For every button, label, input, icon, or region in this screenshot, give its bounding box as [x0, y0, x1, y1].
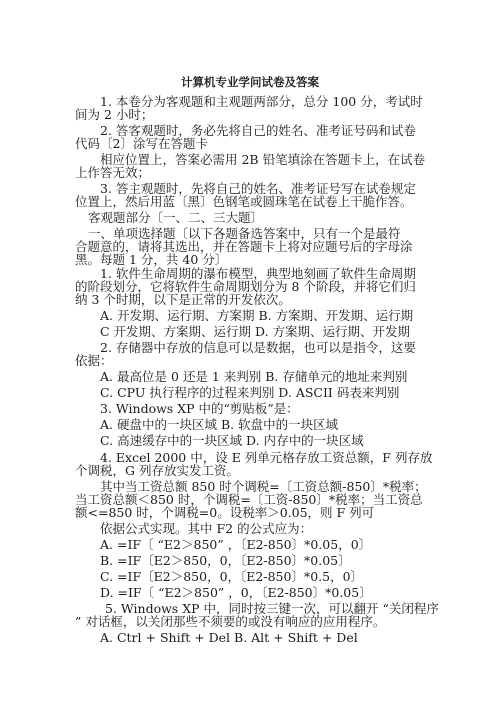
section-heading: 客观题部分〔一、二、三大题〕 — [88, 210, 264, 225]
question-4-line-5: 额<=850 时，个调税=0。设税率＞0.05，则 F 列可 — [75, 505, 375, 520]
section-intro-line-1: 一、单项选择题〔以下各题备选答案中，只有一个是最符 — [88, 226, 401, 241]
question-4-option-c: C. =IF〔E2＞850，0，〔E2-850〕*0.5，0〕 — [100, 569, 364, 584]
instruction-3-line-2: 位置上，然后用蓝〔黑〕色钢笔或圆珠笔在试卷上干脆作答。 — [75, 194, 413, 209]
question-4-line-2: 个调税，G 列存放实发工资。 — [75, 463, 239, 478]
document-title: 计算机专业学问试卷及答案 — [181, 75, 319, 89]
question-1-options-ab: A. 开发期、运行期、方案期 B. 方案期、开发期、运行期 — [100, 308, 414, 323]
question-2-options-ab: A. 最高位是 0 还是 1 来判别 B. 存储单元的地址来判别 — [100, 369, 408, 384]
instruction-1-line-2: 间为 2 小时； — [75, 107, 154, 122]
section-intro-line-3: 黑。每题 1 分，共 40 分〕 — [75, 252, 228, 267]
question-3-stem: 3. Windows XP 中的“剪贴板”是： — [100, 401, 299, 416]
instruction-2-line-1: 2. 答客观题时，务必先将自己的姓名、准考证号码和试卷 — [100, 123, 416, 138]
instruction-2-line-2: 代码〔2〕涂写在答题卡 — [75, 136, 208, 151]
question-4-line-3: 其中当工资总额 850 时个调税=〔工资总额-850〕*税率； — [100, 479, 427, 494]
question-2-line-2: 依据： — [75, 353, 113, 368]
question-2-options-cd: C. CPU 执行程序的过程来判别 D. ASCII 码表来判别 — [100, 385, 400, 400]
question-3-options-cd: C. 高速缓存中的一块区域 D. 内存中的一块区域 — [100, 433, 364, 448]
instruction-1-line-1: 1. 本卷分为客观题和主观题两部分，总分 100 分，考试时 — [100, 94, 423, 109]
instruction-2-line-3: 相应位置上，答案必需用 2B 铅笔填涂在答题卡上，在试卷 — [100, 152, 426, 167]
question-4-line-1: 4. Excel 2000 中，设 E 列单元格存放工资总额，F 列存放 — [100, 450, 433, 465]
question-4-line-6: 依据公式实现。其中 F2 的公式应为： — [100, 521, 313, 536]
question-5-line-1: 5. Windows XP 中，同时按三键一次，可以翻开 “关闭程序 — [105, 601, 439, 616]
question-5-line-2: ” 对话框，以关闭那些不须要的或没有响应的应用程序。 — [75, 614, 386, 629]
instruction-3-line-1: 3. 答主观题时，先将自己的姓名、准考证号写在试卷规定 — [100, 181, 416, 196]
question-1-options-cd: C 开发期、方案期、运行期 D. 方案期、运行期、开发期 — [100, 324, 411, 339]
question-5-options-ab: A. Ctrl + Shift + Del B. Alt + Shift + Del — [100, 630, 358, 645]
question-3-options-ab: A. 硬盘中的一块区域 B. 软盘中的一块区域 — [100, 417, 339, 432]
question-1-line-1: 1. 软件生命周期的瀑布模型，典型地刻画了软件生命周期 — [100, 266, 416, 281]
question-2-line-1: 2. 存储器中存放的信息可以是数据，也可以是指令，这要 — [100, 340, 416, 355]
question-4-option-b: B. =IF〔E2＞850，0，〔E2-850〕*0.05〕 — [100, 553, 351, 568]
question-4-option-a: A. =IF〔 “E2＞850” ，〔E2-850〕*0.05，0〕 — [100, 537, 372, 552]
instruction-2-line-4: 上作答无效； — [75, 165, 151, 180]
question-1-line-3: 纳 3 个时期，以下是正常的开发依次。 — [75, 292, 291, 307]
section-intro-line-2: 合题意的，请将其选出，并在答题卡上将对应题号后的字母涂 — [75, 239, 413, 254]
question-4-line-4: 当工资总额＜850 时，个调税=〔工资-850〕*税率；当工资总 — [75, 492, 423, 507]
question-4-option-d: D. =IF〔 “E2＞850” ，0，〔E2-850〕*0.05〕 — [100, 585, 372, 600]
question-1-line-2: 的阶段划分，它将软件生命周期划分为 8 个阶段，并将它们归 — [75, 279, 416, 294]
